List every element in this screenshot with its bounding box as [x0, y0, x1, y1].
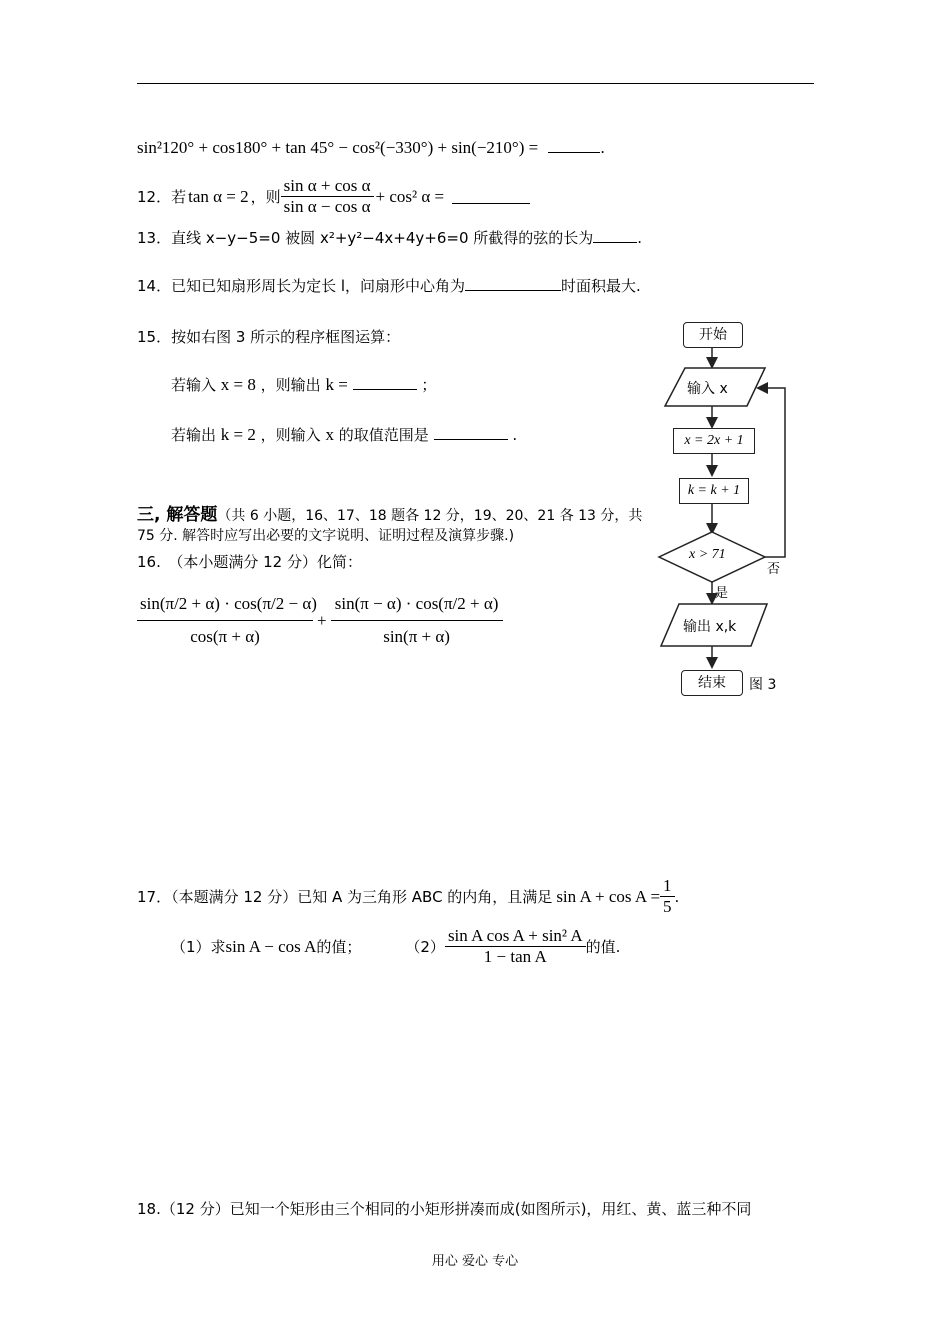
- flowchart: [655, 320, 815, 710]
- flow-start: 开始: [683, 322, 743, 348]
- q16-expression: $\frac{\sin(\pi/2 + \alpha) \cdot \cos(\pi/2 - \alpha)}{\cos(\pi + \alpha)}$ + $\frac{\sin(\pi - \alpha) \cdot \cos(\pi/2 + \alpha)}{\sin(\pi + \alpha)}$: [137, 594, 503, 647]
- q16-fraction-2: $\frac{\sin(\pi - \alpha) \cdot \cos(\pi/2 + \alpha)}{\sin(\pi + \alpha)}$: [331, 594, 503, 647]
- section3-heading-line: 三, 解答题（共 6 小题，16、17、18 题各 12 分，19、20、21 各 13 分，共: [137, 505, 643, 525]
- flow-no-label: 否: [767, 562, 781, 577]
- flow-step-k: k = k + 1: [679, 478, 749, 504]
- flow-yes-label: 是: [715, 586, 729, 601]
- q17-title: 17．（本题满分 12 分）已知 A 为三角形 ABC 的内角，且满足 sin A + cos A = $\frac{1}{5}$ .: [137, 876, 680, 916]
- q12-fraction: $\frac{\text{sin α + cos α}}{\text{sin α − cos α}}$: [281, 176, 374, 217]
- section3-note2: 75 分. 解答时应写出必要的文字说明、证明过程及演算步骤.): [137, 528, 515, 544]
- flowchart-lines: [655, 320, 815, 710]
- flow-step-x: x = 2x + 1: [673, 428, 755, 454]
- q15-line2: 若输出 k = 2 ，则输入 x 的取值范围是 .: [171, 425, 518, 444]
- q15-line1: 若输入 x = 8 ，则输出 k = ；: [171, 375, 437, 394]
- flow-caption: 图 3: [749, 677, 777, 693]
- flow-input-label: 输入 x: [687, 381, 728, 397]
- q13: 13．直线 x−y−5=0 被圆 x²+y²−4x+4y+6=0 所截得的弦的长为 .: [137, 229, 643, 247]
- flow-end: 结束: [681, 670, 743, 696]
- q11-expression: sin²120° + cos180° + tan 45° − cos²(−330°) + sin(−210°) = .: [137, 138, 605, 157]
- q16-title: 16. （本小题满分 12 分）化简：: [137, 553, 362, 571]
- flow-condition-label: x > 71: [689, 547, 726, 562]
- flow-output-label: 输出 x,k: [683, 619, 737, 635]
- q18: 18.（12 分）已知一个矩形由三个相同的小矩形拼凑而成(如图所示)，用红、黄、蓝三种不同: [137, 1200, 752, 1218]
- header-rule: [137, 83, 814, 84]
- q17-cond-fraction: $\frac{1}{5}$: [660, 876, 675, 917]
- q16-fraction-1: $\frac{\sin(\pi/2 + \alpha) \cdot \cos(\pi/2 - \alpha)}{\cos(\pi + \alpha)}$: [137, 594, 313, 647]
- q15-title: 15．按如右图 3 所示的程序框图运算：: [137, 328, 401, 346]
- q14: 14．已知已知扇形周长为定长 l，问扇形中心角为 时面积最大.: [137, 277, 641, 295]
- q17-parts: （1）求 sin A − cos A 的值； （2） $\frac{\text{sin A cos A + sin² A}}{\text{1 − tan A}}$ 的值.: [171, 926, 621, 966]
- q12: 12． 若 tan α = 2 ，则 $\frac{\text{sin α + cos α}}{\text{sin α − cos α}}$ + cos² α =: [137, 176, 530, 217]
- page-footer: 用心 爱心 专心: [431, 1254, 519, 1269]
- q17-fraction: $\frac{\text{sin A cos A + sin² A}}{\text{1 − tan A}}$: [445, 926, 586, 967]
